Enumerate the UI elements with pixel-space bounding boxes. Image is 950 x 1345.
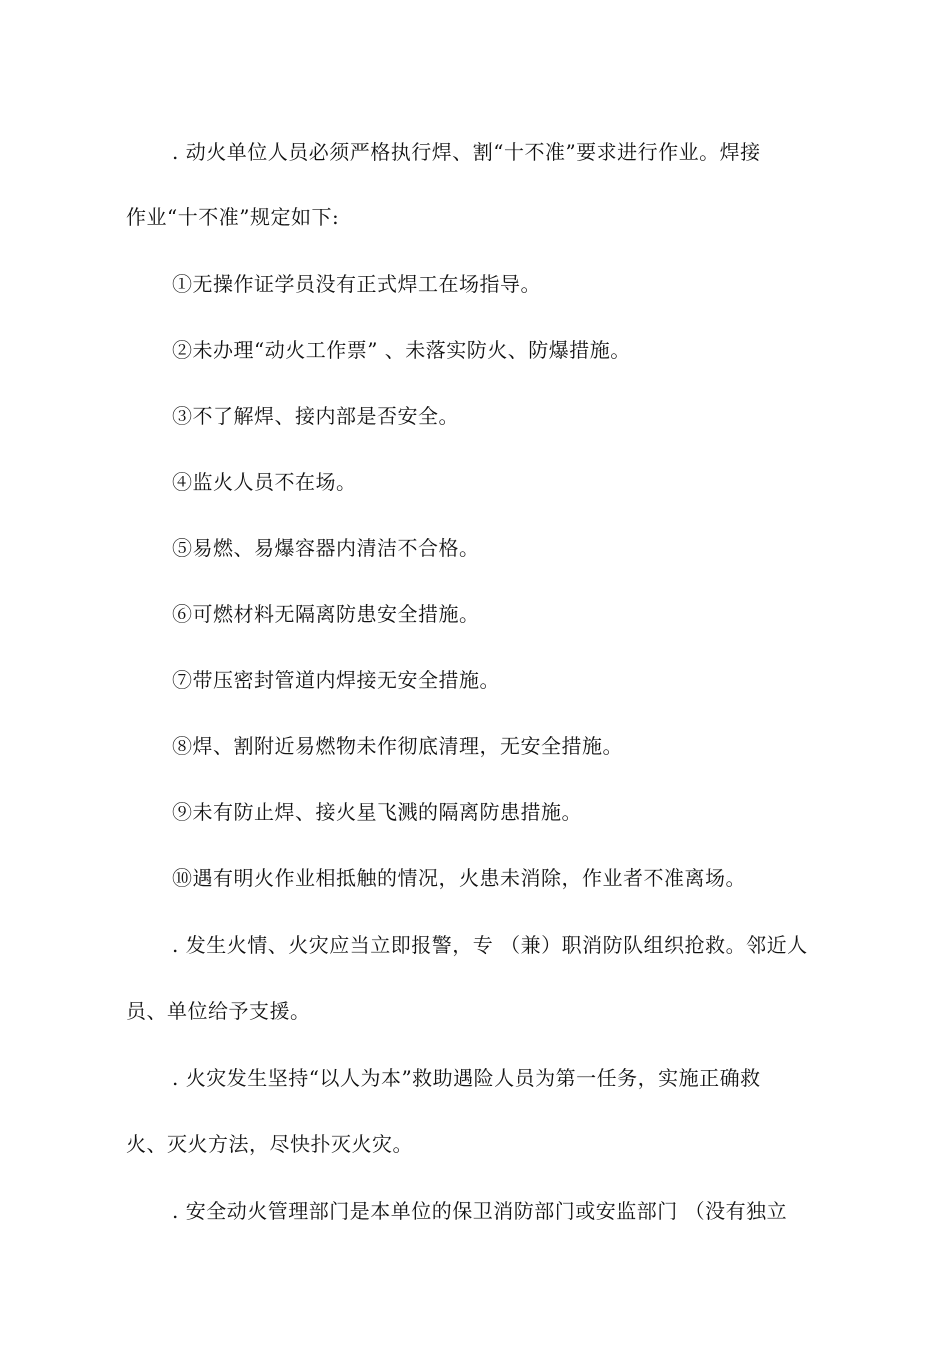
rule-item-3: ③不了解焊、接内部是否安全。 <box>172 404 459 428</box>
paragraph-1-line-2: 作业“十不准”规定如下: <box>126 205 340 229</box>
paragraph-2-line-1: . 发生火情、火灾应当立即报警，专 （兼）职消防队组织抢救。邻近人 <box>172 933 808 957</box>
rule-item-6: ⑥可燃材料无隔离防患安全措施。 <box>172 602 480 626</box>
rule-item-10: ⑩遇有明火作业相抵触的情况，火患未消除，作业者不准离场。 <box>172 866 746 890</box>
rule-item-8: ⑧焊、割附近易燃物未作彻底清理，无安全措施。 <box>172 734 623 758</box>
rule-item-4: ④监火人员不在场。 <box>172 470 357 494</box>
rule-item-2: ②未办理“动火工作票” 、未落实防火、防爆措施。 <box>172 338 631 362</box>
rule-item-1: ①无操作证学员没有正式焊工在场指导。 <box>172 272 541 296</box>
paragraph-2-line-2: 员、单位给予支援。 <box>126 999 311 1023</box>
rule-item-9: ⑨未有防止焊、接火星飞溅的隔离防患措施。 <box>172 800 582 824</box>
paragraph-4-line-1: . 安全动火管理部门是本单位的保卫消防部门或安监部门 （没有独立 <box>172 1199 788 1223</box>
paragraph-3-line-1: . 火灾发生坚持“以人为本”救助遇险人员为第一任务，实施正确救 <box>172 1066 761 1090</box>
rule-item-5: ⑤易燃、易爆容器内清洁不合格。 <box>172 536 480 560</box>
paragraph-1-line-1: . 动火单位人员必须严格执行焊、割“十不准”要求进行作业。焊接 <box>172 140 761 164</box>
rule-item-7: ⑦带压密封管道内焊接无安全措施。 <box>172 668 500 692</box>
paragraph-3-line-2: 火、灭火方法，尽快扑灭火灾。 <box>126 1132 413 1156</box>
